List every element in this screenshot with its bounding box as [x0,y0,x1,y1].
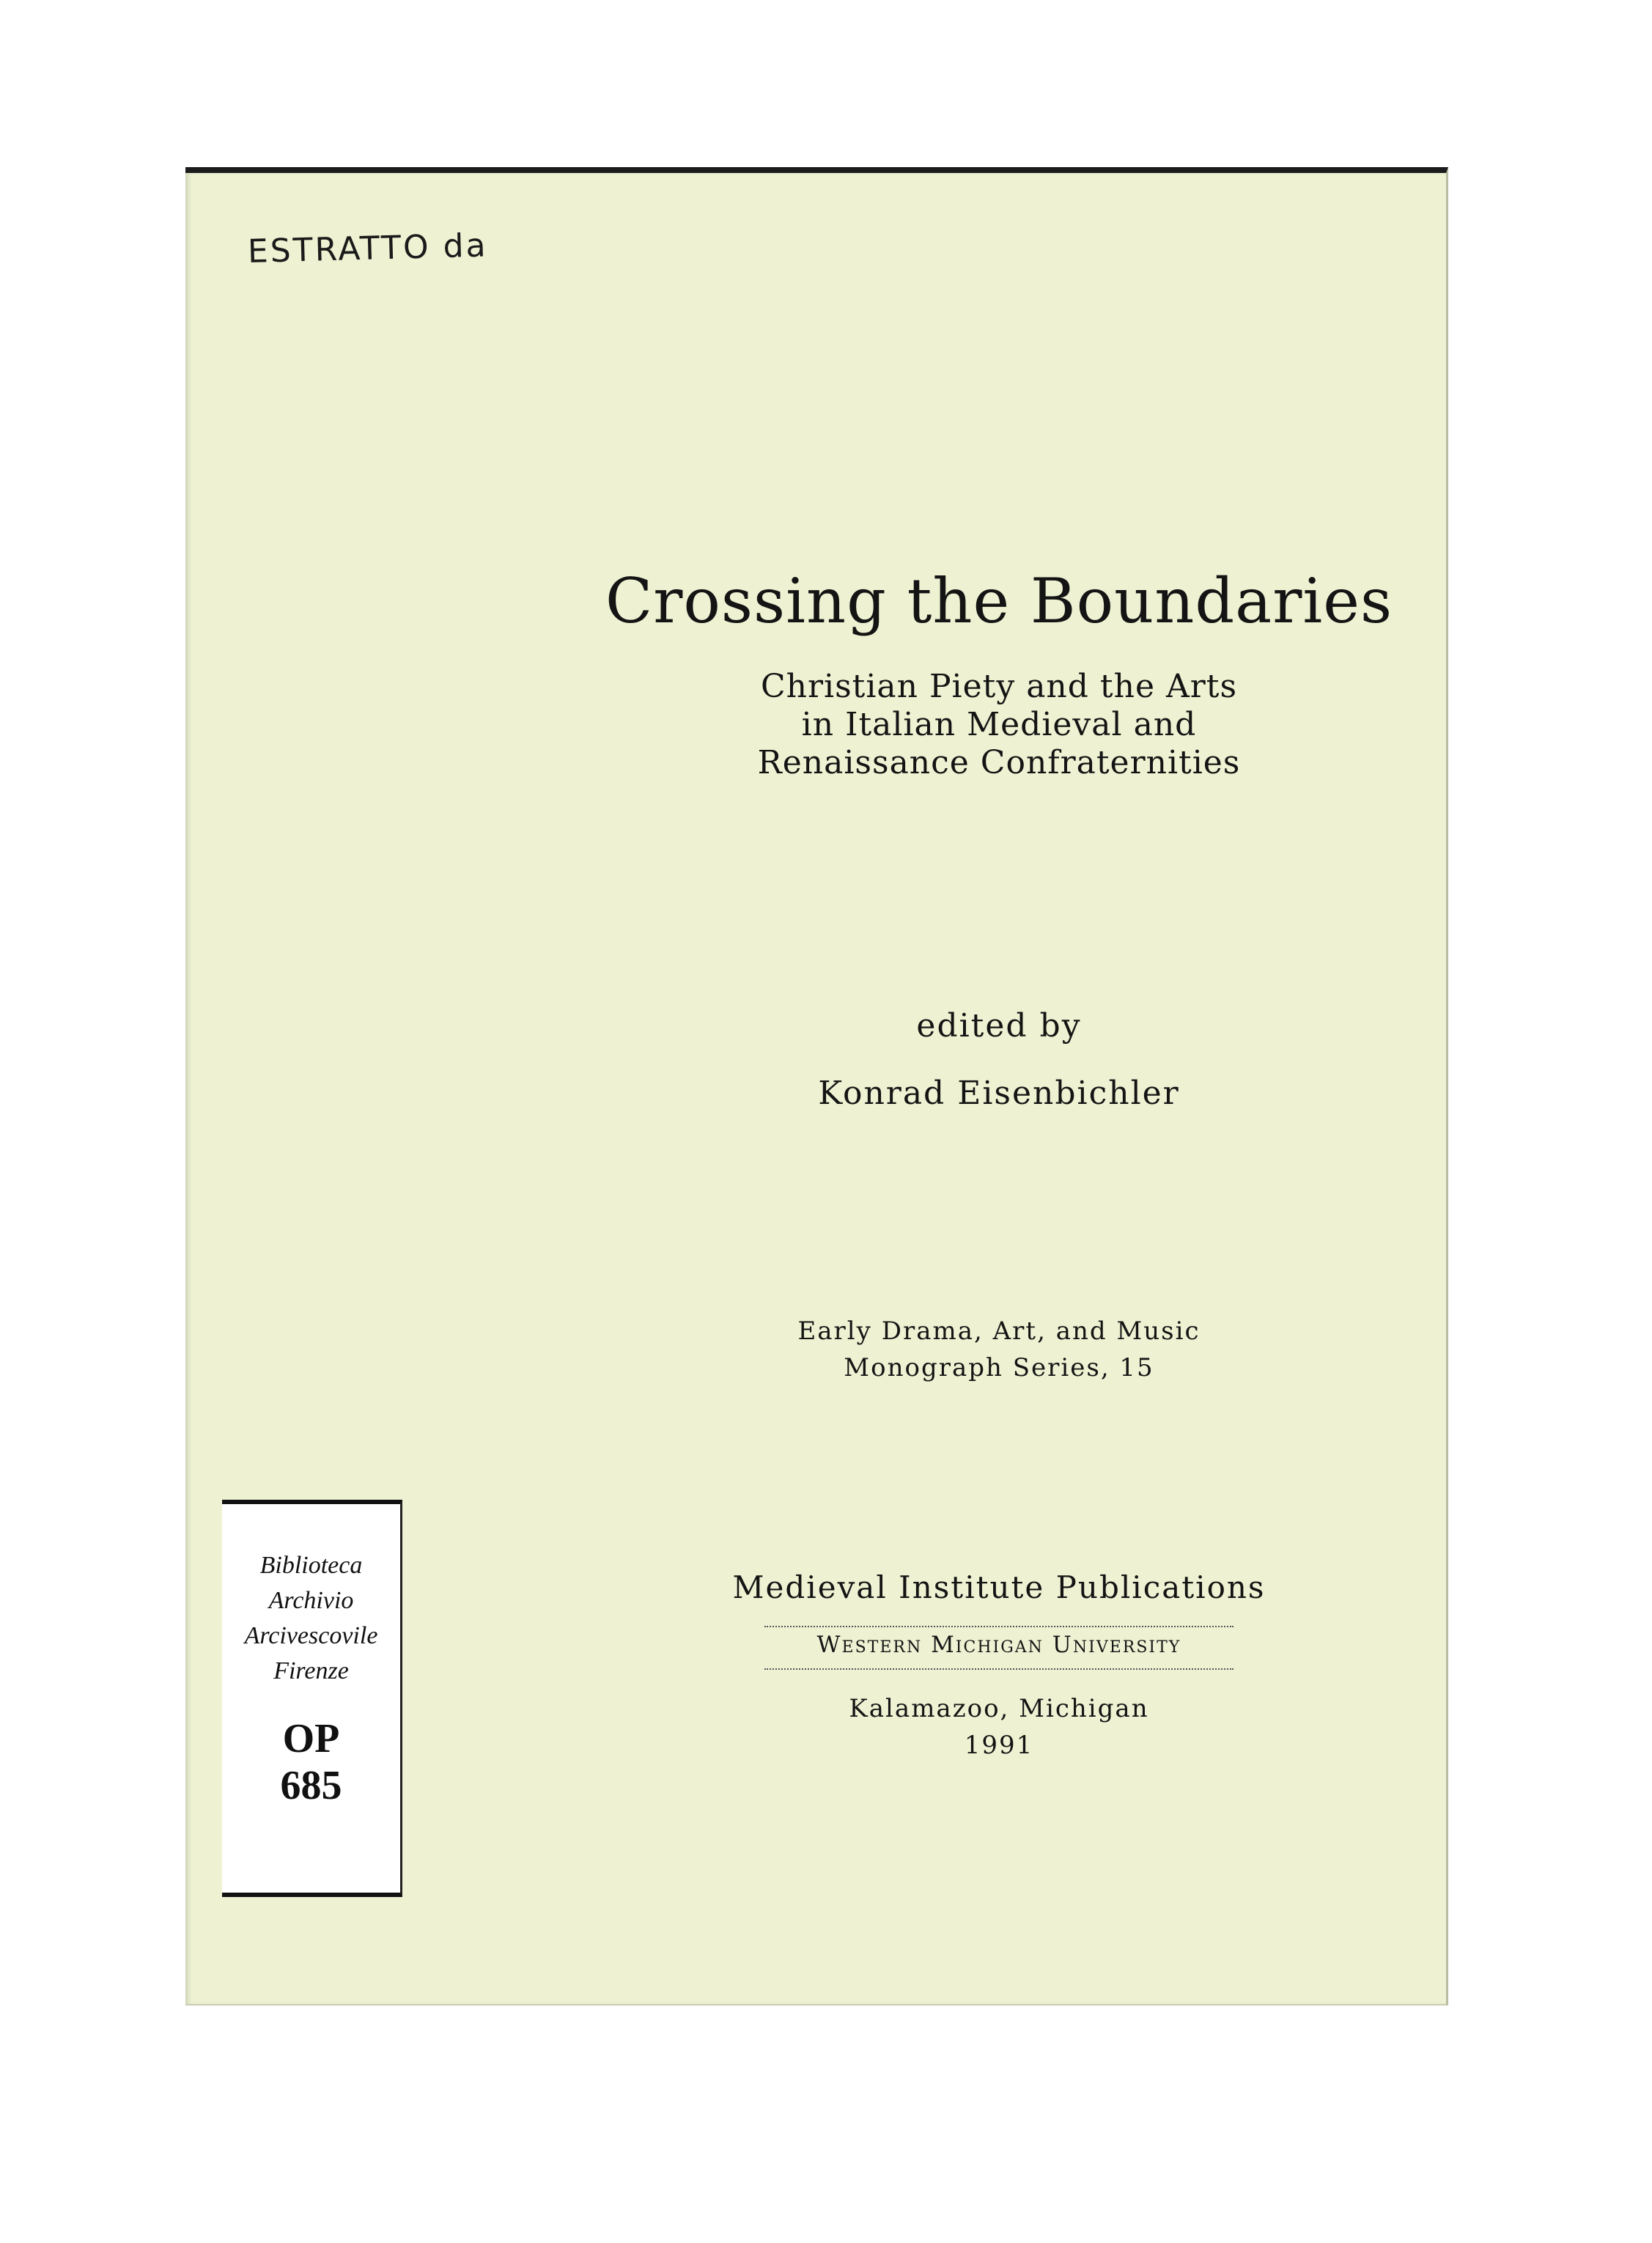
year-line: 1991 [964,1731,1034,1760]
book-title: Crossing the Boundaries [605,565,1393,637]
editor-name: Konrad Eisenbichler [818,1075,1180,1112]
university-name: Western Michigan University [816,1632,1181,1658]
series-line: Early Drama, Art, and Music [797,1316,1201,1346]
library-name [222,1548,400,1689]
handwritten-note: ESTRATTO da [247,226,489,270]
divider-rule [764,1626,1234,1627]
edited-by-label: edited by [916,1007,1082,1045]
library-line: Biblioteca [259,1552,363,1579]
book-cover [185,167,1448,2006]
subtitle-line: Renaissance Confraternities [757,744,1241,781]
shelfmark [222,1715,400,1809]
place-line: Kalamazoo, Michigan [849,1694,1149,1723]
book-subtitle [567,668,1431,782]
publication-place [567,1690,1431,1764]
library-line: Archivio [268,1587,354,1614]
library-line: Firenze [273,1657,349,1684]
subtitle-line: Christian Piety and the Arts [760,668,1238,705]
shelfmark-number: 685 [280,1763,342,1808]
subtitle-line: in Italian Medieval and [801,706,1197,743]
series-line: Monograph Series, 15 [844,1353,1154,1382]
divider-rule [764,1668,1234,1670]
library-line: Arcivescovile [244,1622,378,1649]
publisher-name: Medieval Institute Publications [732,1569,1266,1605]
library-label [222,1500,402,1897]
series-info [567,1313,1431,1386]
shelfmark-prefix: OP [282,1716,340,1761]
